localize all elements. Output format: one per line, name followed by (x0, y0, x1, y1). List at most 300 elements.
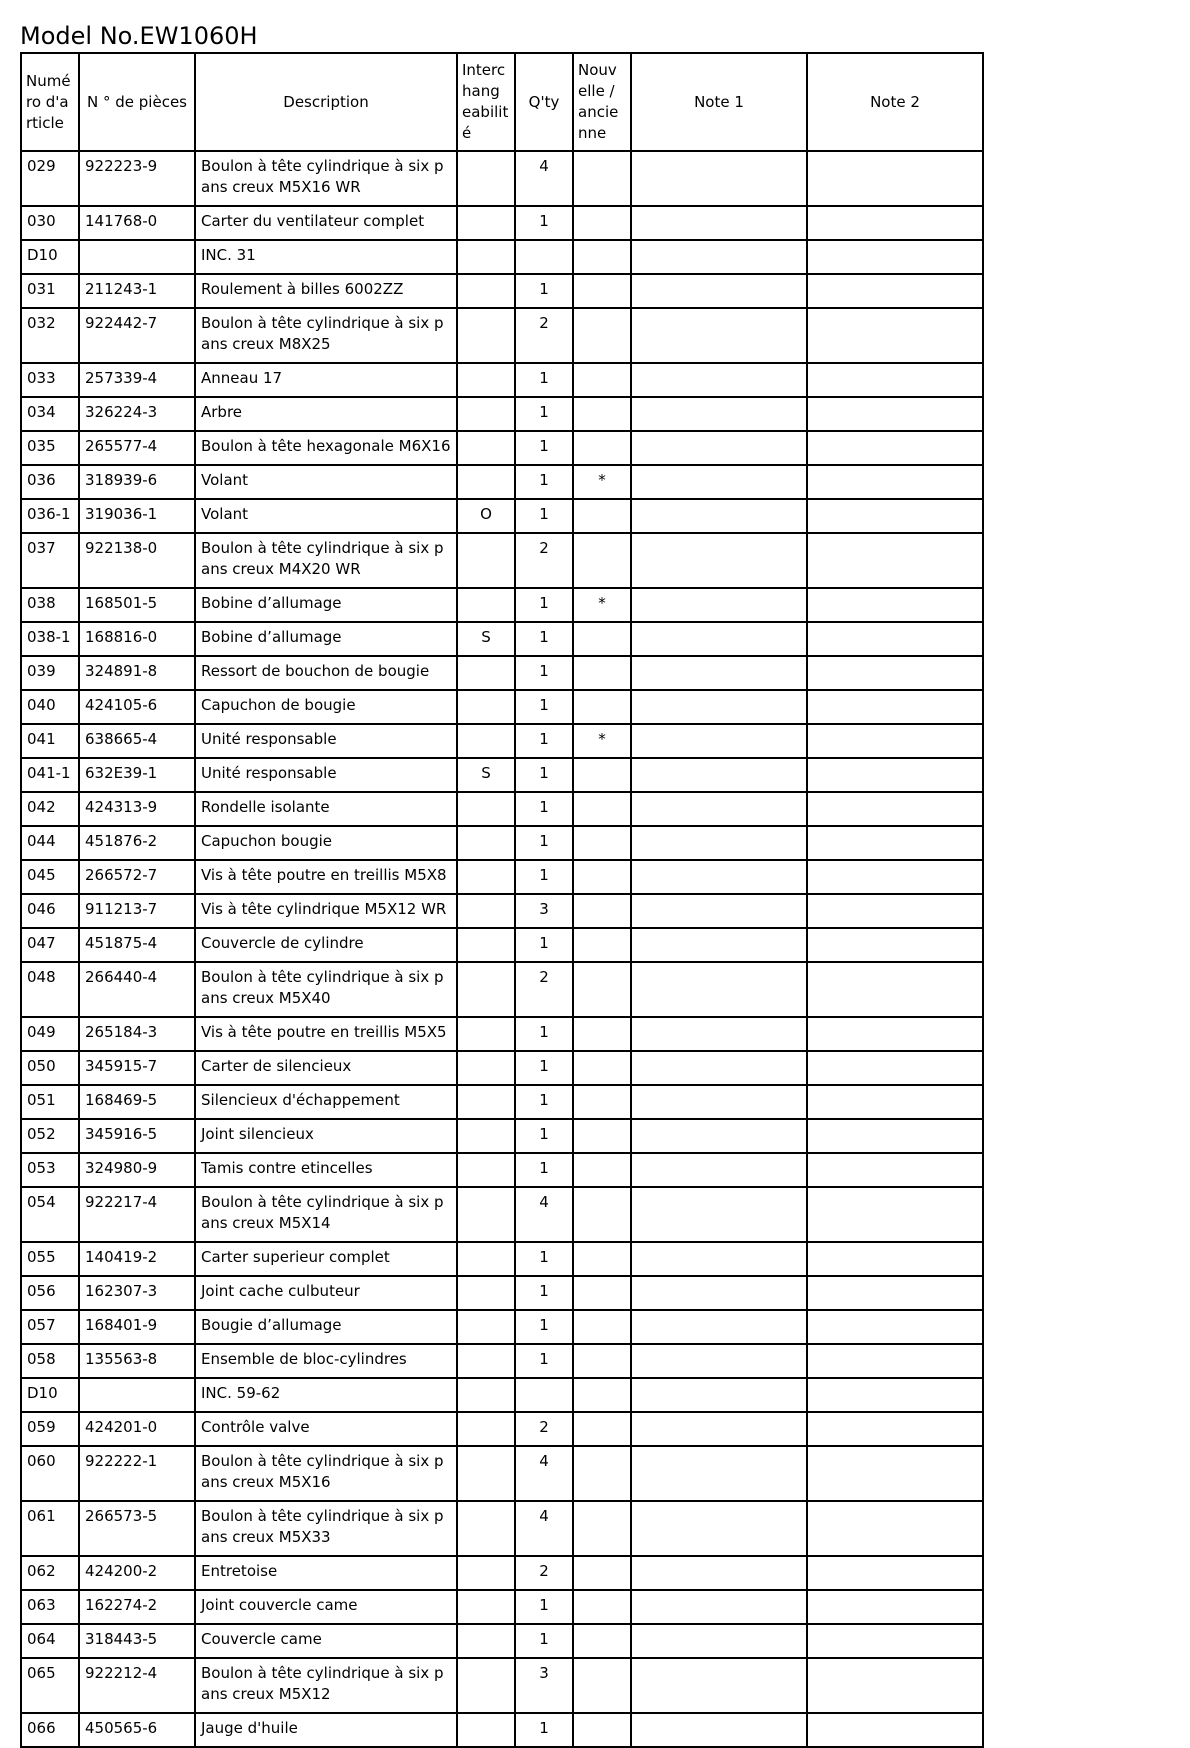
cell-item-no: 064 (21, 1624, 79, 1658)
table-row (21, 1242, 983, 1276)
cell-qty: 1 (515, 826, 573, 860)
cell-part-no: 922138-0 (79, 533, 195, 588)
table-row (21, 1556, 983, 1590)
table-row (21, 962, 983, 1017)
cell-interchangeability (457, 962, 515, 1017)
cell-item-no: 035 (21, 431, 79, 465)
cell-description: Carter du ventilateur complet (195, 206, 457, 240)
cell-note1 (631, 151, 807, 206)
cell-note1 (631, 397, 807, 431)
cell-part-no: 257339-4 (79, 363, 195, 397)
cell-part-no: 451875-4 (79, 928, 195, 962)
cell-part-no: 450565-6 (79, 1713, 195, 1747)
cell-item-no: 029 (21, 151, 79, 206)
cell-description: Boulon à tête cylindrique à six pans creux M5X12 (195, 1658, 457, 1713)
cell-note1 (631, 826, 807, 860)
cell-note2 (807, 1713, 983, 1747)
cell-item-no: 066 (21, 1713, 79, 1747)
cell-new-old (573, 1153, 631, 1187)
cell-description: Joint couvercle came (195, 1590, 457, 1624)
cell-part-no: 265184-3 (79, 1017, 195, 1051)
cell-new-old (573, 758, 631, 792)
cell-qty: 1 (515, 1085, 573, 1119)
cell-new-old (573, 1624, 631, 1658)
cell-part-no: 265577-4 (79, 431, 195, 465)
cell-new-old (573, 1713, 631, 1747)
table-row (21, 1501, 983, 1556)
cell-note2 (807, 1378, 983, 1412)
cell-qty: 1 (515, 1276, 573, 1310)
cell-qty: 2 (515, 308, 573, 363)
cell-description: Capuchon bougie (195, 826, 457, 860)
table-row (21, 1624, 983, 1658)
cell-note1 (631, 1446, 807, 1501)
parts-table (20, 52, 984, 1748)
cell-new-old (573, 1501, 631, 1556)
cell-note2 (807, 588, 983, 622)
cell-qty: 1 (515, 431, 573, 465)
cell-qty: 1 (515, 1590, 573, 1624)
cell-note1 (631, 1310, 807, 1344)
cell-note2 (807, 622, 983, 656)
cell-note2 (807, 1276, 983, 1310)
header-item-no: Numé ro d'a rticle (21, 53, 79, 151)
cell-item-no: 063 (21, 1590, 79, 1624)
cell-description: Joint cache culbuteur (195, 1276, 457, 1310)
cell-item-no: 050 (21, 1051, 79, 1085)
header-row (21, 53, 983, 151)
cell-note1 (631, 274, 807, 308)
cell-interchangeability (457, 1556, 515, 1590)
cell-new-old (573, 622, 631, 656)
cell-part-no: 141768-0 (79, 206, 195, 240)
cell-qty: 1 (515, 397, 573, 431)
cell-description: Carter superieur complet (195, 1242, 457, 1276)
cell-note2 (807, 1119, 983, 1153)
cell-note2 (807, 724, 983, 758)
cell-description: Volant (195, 499, 457, 533)
cell-part-no: 319036-1 (79, 499, 195, 533)
cell-new-old (573, 928, 631, 962)
cell-description: Bobine d’allumage (195, 588, 457, 622)
cell-description: Volant (195, 465, 457, 499)
cell-part-no: 424313-9 (79, 792, 195, 826)
cell-note1 (631, 206, 807, 240)
cell-part-no: 135563-8 (79, 1344, 195, 1378)
cell-new-old (573, 533, 631, 588)
cell-item-no: 051 (21, 1085, 79, 1119)
cell-item-no: 044 (21, 826, 79, 860)
cell-note2 (807, 1501, 983, 1556)
cell-part-no: 318939-6 (79, 465, 195, 499)
cell-new-old (573, 1187, 631, 1242)
table-row (21, 1119, 983, 1153)
cell-note1 (631, 1556, 807, 1590)
table-row (21, 1658, 983, 1713)
header-description: Description (195, 53, 457, 151)
cell-qty: 4 (515, 1187, 573, 1242)
cell-note1 (631, 792, 807, 826)
cell-description: Boulon à tête cylindrique à six pans creux M8X25 (195, 308, 457, 363)
cell-part-no: 324891-8 (79, 656, 195, 690)
cell-note1 (631, 1276, 807, 1310)
cell-item-no: 059 (21, 1412, 79, 1446)
cell-part-no: 922212-4 (79, 1658, 195, 1713)
cell-qty: 1 (515, 622, 573, 656)
cell-description: Carter de silencieux (195, 1051, 457, 1085)
table-row (21, 1310, 983, 1344)
cell-new-old (573, 1556, 631, 1590)
cell-new-old (573, 826, 631, 860)
cell-part-no: 424201-0 (79, 1412, 195, 1446)
table-row (21, 1713, 983, 1747)
cell-part-no: 162307-3 (79, 1276, 195, 1310)
cell-part-no: 168816-0 (79, 622, 195, 656)
table-row (21, 363, 983, 397)
cell-note2 (807, 274, 983, 308)
cell-qty: 1 (515, 860, 573, 894)
cell-qty: 1 (515, 206, 573, 240)
cell-note2 (807, 308, 983, 363)
cell-item-no: 060 (21, 1446, 79, 1501)
cell-part-no: 451876-2 (79, 826, 195, 860)
cell-interchangeability (457, 1242, 515, 1276)
cell-item-no: 030 (21, 206, 79, 240)
cell-note2 (807, 397, 983, 431)
cell-description: Bobine d’allumage (195, 622, 457, 656)
cell-description: Unité responsable (195, 758, 457, 792)
cell-qty: 1 (515, 499, 573, 533)
cell-description: Boulon à tête cylindrique à six pans creux M5X14 (195, 1187, 457, 1242)
cell-note1 (631, 1624, 807, 1658)
cell-note2 (807, 826, 983, 860)
cell-note2 (807, 1017, 983, 1051)
cell-qty: 1 (515, 588, 573, 622)
cell-new-old (573, 274, 631, 308)
cell-new-old (573, 860, 631, 894)
header-note1: Note 1 (631, 53, 807, 151)
cell-part-no: 318443-5 (79, 1624, 195, 1658)
cell-note1 (631, 1412, 807, 1446)
cell-note2 (807, 1310, 983, 1344)
cell-description: Boulon à tête cylindrique à six pans creux M5X16 WR (195, 151, 457, 206)
cell-interchangeability (457, 308, 515, 363)
cell-item-no: 041-1 (21, 758, 79, 792)
cell-item-no: 048 (21, 962, 79, 1017)
cell-interchangeability (457, 656, 515, 690)
cell-item-no: 061 (21, 1501, 79, 1556)
cell-new-old (573, 1658, 631, 1713)
cell-qty: 1 (515, 1310, 573, 1344)
cell-interchangeability (457, 1658, 515, 1713)
cell-note2 (807, 499, 983, 533)
cell-note2 (807, 431, 983, 465)
cell-part-no: 345916-5 (79, 1119, 195, 1153)
cell-description: Boulon à tête cylindrique à six pans creux M5X40 (195, 962, 457, 1017)
table-row (21, 792, 983, 826)
cell-note2 (807, 465, 983, 499)
cell-interchangeability (457, 1446, 515, 1501)
cell-part-no (79, 240, 195, 274)
cell-description: Boulon à tête cylindrique à six pans creux M4X20 WR (195, 533, 457, 588)
table-row (21, 1590, 983, 1624)
cell-new-old: * (573, 724, 631, 758)
cell-note2 (807, 962, 983, 1017)
cell-note1 (631, 1501, 807, 1556)
table-row (21, 1051, 983, 1085)
cell-interchangeability (457, 1119, 515, 1153)
cell-qty: 2 (515, 1556, 573, 1590)
cell-interchangeability: S (457, 758, 515, 792)
cell-part-no: 211243-1 (79, 274, 195, 308)
cell-qty: 1 (515, 1624, 573, 1658)
cell-qty: 2 (515, 1412, 573, 1446)
table-row (21, 1276, 983, 1310)
cell-qty: 4 (515, 1501, 573, 1556)
cell-note2 (807, 1658, 983, 1713)
cell-description: Ressort de bouchon de bougie (195, 656, 457, 690)
cell-part-no: 638665-4 (79, 724, 195, 758)
cell-note2 (807, 151, 983, 206)
cell-item-no: 052 (21, 1119, 79, 1153)
cell-note1 (631, 1187, 807, 1242)
cell-note1 (631, 1017, 807, 1051)
cell-item-no: 046 (21, 894, 79, 928)
cell-interchangeability (457, 1378, 515, 1412)
table-row (21, 588, 983, 622)
cell-item-no: D10 (21, 240, 79, 274)
cell-description: Couvercle de cylindre (195, 928, 457, 962)
cell-interchangeability (457, 826, 515, 860)
header-note2: Note 2 (807, 53, 983, 151)
cell-interchangeability (457, 1624, 515, 1658)
cell-item-no: 037 (21, 533, 79, 588)
cell-note2 (807, 1187, 983, 1242)
table-row (21, 860, 983, 894)
header-interchangeability: Interc hang eabilit é (457, 53, 515, 151)
cell-interchangeability (457, 431, 515, 465)
cell-qty (515, 1378, 573, 1412)
table-row (21, 308, 983, 363)
cell-part-no: 922222-1 (79, 1446, 195, 1501)
cell-interchangeability (457, 894, 515, 928)
cell-item-no: 034 (21, 397, 79, 431)
table-row (21, 1187, 983, 1242)
table-row (21, 894, 983, 928)
cell-new-old (573, 894, 631, 928)
cell-item-no: 057 (21, 1310, 79, 1344)
cell-new-old (573, 206, 631, 240)
cell-item-no: 049 (21, 1017, 79, 1051)
cell-item-no: 058 (21, 1344, 79, 1378)
cell-note1 (631, 465, 807, 499)
cell-note1 (631, 962, 807, 1017)
cell-interchangeability (457, 1344, 515, 1378)
table-row (21, 928, 983, 962)
cell-note2 (807, 1446, 983, 1501)
header-new-old: Nouv elle / ancie nne (573, 53, 631, 151)
cell-note1 (631, 308, 807, 363)
cell-new-old (573, 1378, 631, 1412)
cell-item-no: D10 (21, 1378, 79, 1412)
table-row (21, 724, 983, 758)
table-row (21, 151, 983, 206)
cell-item-no: 045 (21, 860, 79, 894)
cell-part-no: 162274-2 (79, 1590, 195, 1624)
cell-note2 (807, 792, 983, 826)
cell-note2 (807, 656, 983, 690)
cell-new-old (573, 151, 631, 206)
cell-note1 (631, 860, 807, 894)
cell-part-no: 922217-4 (79, 1187, 195, 1242)
cell-description: Joint silencieux (195, 1119, 457, 1153)
cell-qty: 1 (515, 1153, 573, 1187)
cell-interchangeability (457, 1017, 515, 1051)
cell-interchangeability (457, 1085, 515, 1119)
cell-interchangeability (457, 690, 515, 724)
table-row (21, 1017, 983, 1051)
cell-description: Roulement à billes 6002ZZ (195, 274, 457, 308)
cell-interchangeability (457, 1187, 515, 1242)
cell-note2 (807, 1556, 983, 1590)
cell-new-old (573, 1017, 631, 1051)
cell-interchangeability (457, 1501, 515, 1556)
cell-qty: 1 (515, 1713, 573, 1747)
page-title: Model No.EW1060H (20, 22, 258, 50)
cell-part-no: 424200-2 (79, 1556, 195, 1590)
cell-qty: 1 (515, 656, 573, 690)
cell-item-no: 032 (21, 308, 79, 363)
cell-note2 (807, 1085, 983, 1119)
table-row (21, 206, 983, 240)
cell-new-old (573, 1344, 631, 1378)
cell-interchangeability (457, 240, 515, 274)
cell-qty: 1 (515, 274, 573, 308)
cell-note2 (807, 928, 983, 962)
cell-note2 (807, 758, 983, 792)
cell-part-no: 632E39-1 (79, 758, 195, 792)
cell-note1 (631, 928, 807, 962)
cell-new-old (573, 1051, 631, 1085)
cell-new-old (573, 499, 631, 533)
cell-item-no: 056 (21, 1276, 79, 1310)
cell-qty: 3 (515, 1658, 573, 1713)
cell-qty (515, 240, 573, 274)
cell-qty: 4 (515, 151, 573, 206)
cell-interchangeability (457, 1310, 515, 1344)
cell-interchangeability (457, 928, 515, 962)
cell-item-no: 038 (21, 588, 79, 622)
cell-note2 (807, 1051, 983, 1085)
cell-note2 (807, 894, 983, 928)
table-row (21, 499, 983, 533)
cell-description: INC. 31 (195, 240, 457, 274)
cell-description: Vis à tête poutre en treillis M5X8 (195, 860, 457, 894)
cell-interchangeability (457, 274, 515, 308)
cell-interchangeability (457, 724, 515, 758)
cell-item-no: 062 (21, 1556, 79, 1590)
cell-item-no: 042 (21, 792, 79, 826)
table-row (21, 465, 983, 499)
cell-part-no: 168401-9 (79, 1310, 195, 1344)
cell-item-no: 036 (21, 465, 79, 499)
table-row (21, 622, 983, 656)
cell-note2 (807, 1153, 983, 1187)
table-row (21, 1446, 983, 1501)
header-part-no: N ° de pièces (79, 53, 195, 151)
cell-description: Vis à tête cylindrique M5X12 WR (195, 894, 457, 928)
cell-item-no: 031 (21, 274, 79, 308)
cell-item-no: 055 (21, 1242, 79, 1276)
cell-description: Couvercle came (195, 1624, 457, 1658)
cell-part-no: 326224-3 (79, 397, 195, 431)
cell-description: Arbre (195, 397, 457, 431)
table-row (21, 826, 983, 860)
table-row (21, 690, 983, 724)
cell-description: Anneau 17 (195, 363, 457, 397)
cell-interchangeability: S (457, 622, 515, 656)
cell-new-old (573, 240, 631, 274)
cell-item-no: 040 (21, 690, 79, 724)
cell-qty: 1 (515, 690, 573, 724)
cell-note2 (807, 1412, 983, 1446)
table-row (21, 1153, 983, 1187)
table-row (21, 1378, 983, 1412)
cell-note1 (631, 363, 807, 397)
cell-note1 (631, 894, 807, 928)
cell-note2 (807, 1242, 983, 1276)
cell-new-old (573, 1242, 631, 1276)
cell-qty: 1 (515, 928, 573, 962)
cell-interchangeability (457, 465, 515, 499)
cell-qty: 1 (515, 792, 573, 826)
table-row (21, 397, 983, 431)
cell-part-no: 922442-7 (79, 308, 195, 363)
cell-note1 (631, 1153, 807, 1187)
cell-note1 (631, 724, 807, 758)
cell-item-no: 041 (21, 724, 79, 758)
cell-part-no: 140419-2 (79, 1242, 195, 1276)
cell-part-no: 266440-4 (79, 962, 195, 1017)
cell-note1 (631, 1242, 807, 1276)
cell-description: Bougie d’allumage (195, 1310, 457, 1344)
cell-interchangeability (457, 1590, 515, 1624)
cell-interchangeability (457, 363, 515, 397)
cell-description: Unité responsable (195, 724, 457, 758)
cell-note1 (631, 690, 807, 724)
cell-description: Contrôle valve (195, 1412, 457, 1446)
cell-qty: 1 (515, 1344, 573, 1378)
cell-new-old (573, 962, 631, 1017)
cell-part-no: 168501-5 (79, 588, 195, 622)
cell-note1 (631, 431, 807, 465)
cell-part-no (79, 1378, 195, 1412)
cell-item-no: 038-1 (21, 622, 79, 656)
cell-note1 (631, 1085, 807, 1119)
cell-interchangeability (457, 792, 515, 826)
cell-note2 (807, 1590, 983, 1624)
cell-qty: 4 (515, 1446, 573, 1501)
cell-interchangeability: O (457, 499, 515, 533)
cell-note1 (631, 499, 807, 533)
cell-note2 (807, 1344, 983, 1378)
cell-qty: 2 (515, 962, 573, 1017)
table-row (21, 533, 983, 588)
cell-qty: 3 (515, 894, 573, 928)
cell-qty: 1 (515, 1051, 573, 1085)
cell-note1 (631, 1378, 807, 1412)
cell-note1 (631, 656, 807, 690)
